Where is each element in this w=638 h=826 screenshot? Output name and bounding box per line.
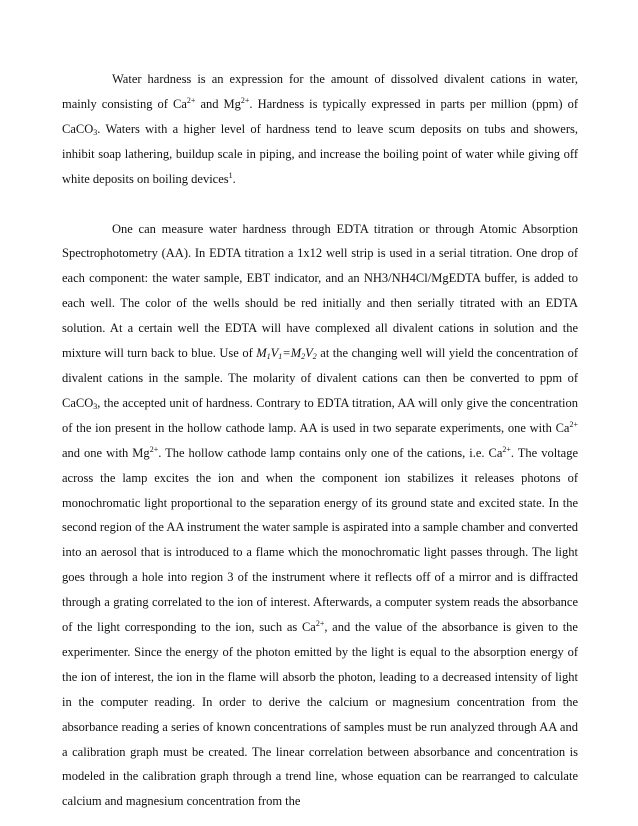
subscript-text: 1 [266,352,271,362]
text-run: . [232,171,236,186]
paragraph-measurement-methods [62,217,578,815]
text-run: Water hardness is an expression for the amount of dissolved divalent cations in water, mainly consisting of Ca [62,72,578,111]
footnote-marker: 1 [228,170,233,180]
equation-m1: M [256,346,267,361]
equation-v1: V [270,346,279,361]
equation-m2: M [290,346,302,361]
subscript: 3 [93,401,98,411]
superscript: 2+ [315,619,325,629]
paragraph-gap [62,192,578,217]
superscript: 2+ [186,95,196,105]
equation-equals: = [282,346,291,361]
superscript: 2+ [240,95,250,105]
text-run: , and the value of the absorbance is given to the experimenter. Since the energy of the photon emitted by the light is equal to the absorption energy of the ion of interest, the ion in the flame will absorb the photon, leading to a decreased intensity of light in the computer reading. In order to derive the calcium or magnesium concentration from the absorbance reading a series of known concentrations of samples must be run analyzed through AA and a calibration graph must be created. The linear correlation between absorbance and concentration is modeled in the calibration graph through a trend line, whose equation can be rearranged to calculate calcium and magnesium concentration from the [62,620,578,809]
equation-v2: V [305,346,313,361]
subscript-text: 1 [278,352,283,362]
text-run: . Waters with a higher level of hardness tend to leave scum deposits on tubs and showers, inhibit soap lathering, buildup scale in piping, and increase the boiling point of water while giving off white deposits on boiling devices [62,121,578,186]
text-run: , the accepted unit of hardness. Contrary to EDTA titration, AA will only give the concentration of the ion present in the hollow cathode lamp. AA is used in two separate experiments, one with Ca [62,395,578,435]
superscript: 2+ [569,419,578,429]
subscript-text: 2 [301,352,306,362]
text-run: and one with Mg [62,445,150,460]
subscript-text: 2 [312,352,317,362]
paragraph-water-hardness [62,67,578,192]
text-run: One can measure water hardness through EDTA titration or through Atomic Absorption Spectrophotometry (AA). In EDTA titration a 1x12 well strip is used in a serial titration. One drop of each component: the water sample, EBT indicator, and an NH3/NH4Cl/MgEDTA buffer, is added to each well. The color of the wells should be red initially and then serially titrated with an EDTA solution. At a certain well the EDTA will have complexed all divalent cations in solution and the mixture will turn back to blue. Use of [62,221,578,361]
subscript: 3 [93,127,98,137]
superscript: 2+ [149,444,159,454]
text-run: . The hollow cathode lamp contains only one of the cations, i.e. Ca [158,445,503,460]
text-run: . The voltage across the lamp excites the ion and when the component ion stabilizes it releases photons of monochromatic light proportional to the separation energy of its ground state and excited state. In the second region of the AA instrument the water sample is aspirated into a sample chamber and converted into an aerosol that is introduced to a flame which the monochromatic light passes through. The light goes through a hole into region 3 of the instrument where it reflects off of a mirror and is diffracted through a grating correlated to the ion of interest. Afterwards, a computer system reads the absorbance of the light corresponding to the ion, such as Ca [62,445,579,635]
superscript: 2+ [502,444,511,454]
text-run: at the changing well will yield the concentration of divalent cations in the sample. The molarity of divalent cations can then be converted to ppm of CaCO [62,346,579,410]
text-run: and Mg [195,96,241,111]
text-run: . Hardness is typically expressed in parts per million (ppm) of CaCO [62,96,578,136]
